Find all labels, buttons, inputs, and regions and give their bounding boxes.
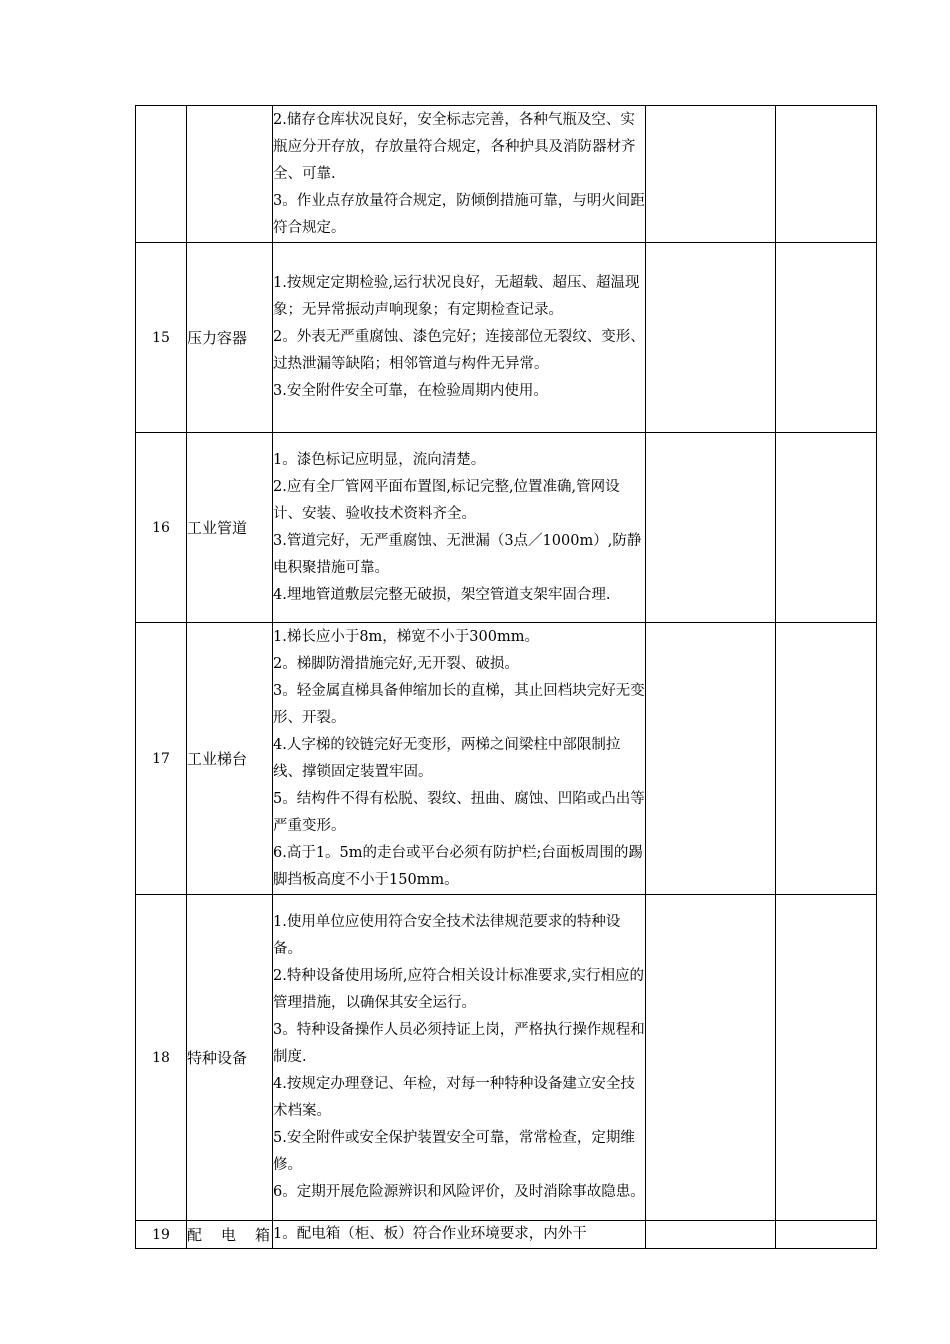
requirement-line: 1.梯长应小于8m，梯宽不小于300mm。	[273, 628, 539, 645]
item-name: 压力容器	[187, 243, 273, 433]
row-number: 19	[136, 1221, 187, 1249]
requirement-line: 1。配电箱（柜、板）符合作业环境要求，内外干	[273, 1226, 587, 1242]
requirement-line: 2.应有全厂管网平面布置图,标记完整,位置准确,管网设计、安装、验收技术资料齐全。	[273, 478, 620, 522]
table-row	[136, 895, 877, 1221]
requirement-line: 4.人字梯的铰链完好无变形，两梯之间梁柱中部限制拉线、撑锁固定装置牢固。	[273, 736, 621, 780]
requirement-line: 2.特种设备使用场所,应符合相关设计标准要求,实行相应的管理措施，以确保其安全运行。	[273, 968, 645, 1011]
item-name: 配电箱	[187, 1221, 273, 1249]
item-name: 工业梯台	[187, 623, 273, 895]
row-number	[136, 106, 187, 243]
empty-cell	[776, 433, 877, 623]
requirements-cell	[273, 895, 646, 1221]
requirements-cell	[273, 433, 646, 623]
requirement-line: 1。漆色标记应明显，流向清楚。	[273, 451, 486, 468]
requirement-line: 3。轻金属直梯具备伸缩加长的直梯，其止回档块完好无变形、开裂。	[273, 682, 645, 726]
table-row	[136, 1221, 877, 1249]
item-name: 特种设备	[187, 895, 273, 1221]
table-row	[136, 243, 877, 433]
requirements-cell	[273, 623, 646, 895]
requirements-cell	[273, 243, 646, 433]
empty-cell	[776, 895, 877, 1221]
empty-cell	[646, 243, 776, 433]
requirement-line: 4.埋地管道敷层完整无破损，架空管道支架牢固合理.	[273, 586, 611, 603]
table-row	[136, 106, 877, 243]
requirement-line: 3。作业点存放量符合规定，防倾倒措施可靠，与明火间距符合规定。	[273, 192, 645, 236]
requirement-line: 4.按规定办理登记、年检，对每一种特种设备建立安全技术档案。	[273, 1076, 635, 1119]
item-name	[187, 106, 273, 243]
empty-cell	[776, 243, 877, 433]
requirements-cell	[273, 1221, 646, 1249]
inspection-table	[135, 105, 877, 1249]
requirement-line: 2.储存仓库状况良好，安全标志完善，各种气瓶及空、实瓶应分开存放，存放量符合规定，各种护具及消防器材齐全、可靠.	[273, 111, 636, 182]
requirements-cell	[273, 106, 646, 243]
requirement-line: 1.使用单位应使用符合安全技术法律规范要求的特种设备。	[273, 914, 621, 957]
empty-cell	[646, 895, 776, 1221]
empty-cell	[646, 623, 776, 895]
empty-cell	[646, 433, 776, 623]
row-number: 18	[136, 895, 187, 1221]
empty-cell	[776, 106, 877, 243]
row-number: 16	[136, 433, 187, 623]
item-name: 工业管道	[187, 433, 273, 623]
requirement-line: 5。结构件不得有松脱、裂纹、扭曲、腐蚀、凹陷或凸出等严重变形。	[273, 790, 645, 834]
empty-cell	[646, 1221, 776, 1249]
requirement-line: 6.高于1。5m的走台或平台必须有防护栏;台面板周围的踢脚挡板高度不小于150mm。	[273, 844, 643, 888]
requirement-line: 3.安全附件安全可靠，在检验周期内使用。	[273, 383, 548, 399]
requirement-line: 3。特种设备操作人员必须持证上岗，严格执行操作规程和制度.	[273, 1022, 645, 1065]
empty-cell	[776, 1221, 877, 1249]
requirement-line: 2。外表无严重腐蚀、漆色完好；连接部位无裂纹、变形、过热泄漏等缺陷；相邻管道与构件无异常。	[273, 329, 645, 372]
empty-cell	[646, 106, 776, 243]
empty-cell	[776, 623, 877, 895]
requirement-line: 3.管道完好，无严重腐蚀、无泄漏（3点／1000m）,防静电积聚措施可靠。	[273, 532, 642, 576]
table-row	[136, 623, 877, 895]
requirement-line: 2。梯脚防滑措施完好,无开裂、破损。	[273, 655, 519, 672]
requirement-line: 1.按规定定期检验,运行状况良好，无超载、超压、超温现象；无异常振动声响现象；有定期检查记录。	[273, 275, 640, 318]
requirement-line: 5.安全附件或安全保护装置安全可靠，常常检查，定期维修。	[273, 1130, 635, 1173]
requirement-line: 6。定期开展危险源辨识和风险评价，及时消除事故隐患。	[273, 1184, 645, 1200]
row-number: 15	[136, 243, 187, 433]
row-number: 17	[136, 623, 187, 895]
table-row	[136, 433, 877, 623]
